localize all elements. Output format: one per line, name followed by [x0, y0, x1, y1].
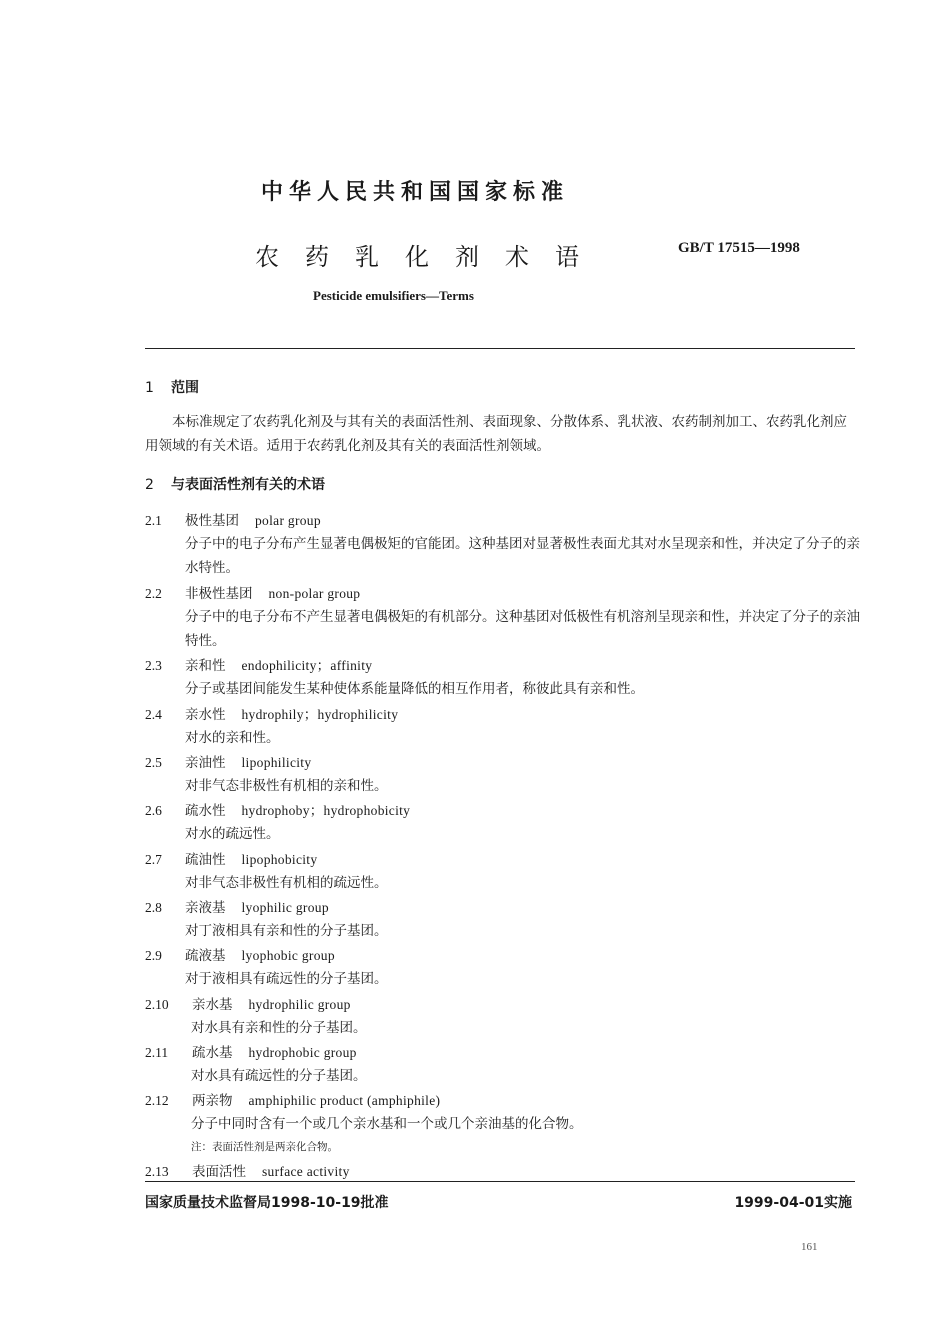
- term-definition: 分子中同时含有一个或几个亲水基和一个或几个亲油基的化合物。: [191, 1116, 583, 1132]
- term-heading: [145, 993, 351, 1013]
- footer-divider: [145, 1181, 855, 1182]
- page-number: 161: [801, 1241, 818, 1253]
- header-divider: [145, 348, 855, 349]
- document-title-en: Pesticide emulsifiers—Terms: [313, 288, 474, 303]
- term-zh: 两亲物: [192, 1093, 233, 1109]
- term-en: non-polar group: [268, 586, 361, 601]
- term-number: 2.10: [145, 997, 169, 1012]
- term-en: hydrophilic group: [248, 997, 351, 1012]
- section-title: 范围: [171, 380, 199, 396]
- term-number: 2.2: [145, 586, 162, 601]
- term-en: hydrophily；hydrophilicity: [241, 707, 399, 722]
- national-standard-heading: 中华人民共和国国家标准: [260, 180, 569, 205]
- term-definition: 分子中的电子分布不产生显著电偶极矩的有机部分。这种基团对低极性有机溶剂呈现亲和性，并决定了分子的亲油特性。: [185, 609, 860, 649]
- term-number: 2.13: [145, 1164, 169, 1179]
- term-number: 2.9: [145, 948, 162, 963]
- term-heading: [145, 703, 398, 723]
- term-number: 2.7: [145, 852, 162, 867]
- section-2-heading: [145, 474, 325, 494]
- term-heading: [145, 751, 311, 771]
- term-number: 2.5: [145, 755, 162, 770]
- term-heading: [145, 848, 317, 868]
- term-zh: 疏水性: [185, 803, 226, 819]
- term-definition: 分子中的电子分布产生显著电偶极矩的官能团。这种基团对显著极性表面尤其对水呈现亲和性，并决定了分子的亲水特性。: [185, 536, 860, 576]
- term-en: polar group: [255, 513, 321, 528]
- scope-text: 本标准规定了农药乳化剂及与其有关的表面活性剂、表面现象、分散体系、乳状液、农药制剂加工、农药乳化剂应用领域的有关术语。适用于农药乳化剂及其有关的表面活性剂领域。: [145, 414, 847, 454]
- term-note: 注：表面活性剂是两亲化合物。: [191, 1141, 338, 1153]
- term-definition: 对水具有亲和性的分子基团。: [191, 1020, 367, 1036]
- term-zh: 亲液基: [185, 900, 226, 916]
- term-zh: 疏水基: [192, 1045, 233, 1061]
- term-zh: 亲水性: [185, 707, 226, 723]
- term-number: 2.1: [145, 513, 162, 528]
- section-title: 与表面活性剂有关的术语: [171, 477, 325, 493]
- document-title-zh: 农药乳化剂术语: [255, 243, 605, 271]
- term-zh: 非极性基团: [185, 586, 253, 602]
- term-en: endophilicity；affinity: [241, 658, 373, 673]
- term-zh: 表面活性: [192, 1164, 246, 1180]
- term-number: 2.11: [145, 1045, 169, 1060]
- term-heading: [145, 1160, 350, 1180]
- term-heading: [145, 799, 410, 819]
- term-heading: [145, 509, 321, 529]
- term-number: 2.3: [145, 658, 162, 673]
- term-heading: [145, 944, 335, 964]
- term-definition: 对非气态非极性有机相的疏远性。: [185, 875, 388, 891]
- term-zh: 疏液基: [185, 948, 226, 964]
- term-number: 2.12: [145, 1093, 169, 1108]
- term-definition: 对水的亲和性。: [185, 730, 280, 746]
- term-number: 2.4: [145, 707, 162, 722]
- standard-code: GB/T 17515—1998: [678, 240, 800, 256]
- term-heading: [145, 1041, 357, 1061]
- term-heading: [145, 582, 360, 602]
- section-1-paragraph: [145, 410, 860, 458]
- term-zh: 疏油性: [185, 852, 226, 868]
- term-en: lipophobicity: [241, 852, 318, 867]
- implementation-date: 1999-04-01实施: [734, 1195, 852, 1211]
- term-heading: [145, 896, 329, 916]
- term-en: surface activity: [262, 1164, 350, 1179]
- term-heading: [145, 654, 372, 674]
- section-1-heading: [145, 377, 199, 397]
- term-en: amphiphilic product (amphiphile): [248, 1093, 441, 1108]
- term-en: lyophilic group: [241, 900, 329, 915]
- term-en: lipophilicity: [241, 755, 312, 770]
- term-zh: 亲和性: [185, 658, 226, 674]
- section-number: 1: [145, 380, 154, 396]
- term-definition: 分子或基团间能发生某种使体系能量降低的相互作用者，称彼此具有亲和性。: [185, 681, 644, 697]
- term-zh: 极性基团: [185, 513, 239, 529]
- term-definition: 对水具有疏远性的分子基团。: [191, 1068, 367, 1084]
- approval-line: 国家质量技术监督局1998-10-19批准: [145, 1195, 389, 1211]
- term-zh: 亲水基: [192, 997, 233, 1013]
- term-heading: [145, 1089, 440, 1109]
- term-definition: 对水的疏远性。: [185, 826, 280, 842]
- term-en: lyophobic group: [241, 948, 335, 963]
- section-number: 2: [145, 477, 154, 493]
- term-en: hydrophoby；hydrophobicity: [241, 803, 411, 818]
- term-en: hydrophobic group: [248, 1045, 357, 1060]
- term-number: 2.6: [145, 803, 162, 818]
- term-definition: 对丁液相具有亲和性的分子基团。: [185, 923, 388, 939]
- term-definition: 对非气态非极性有机相的亲和性。: [185, 778, 388, 794]
- term-definition: 对于液相具有疏远性的分子基团。: [185, 971, 388, 987]
- term-number: 2.8: [145, 900, 162, 915]
- term-zh: 亲油性: [185, 755, 226, 771]
